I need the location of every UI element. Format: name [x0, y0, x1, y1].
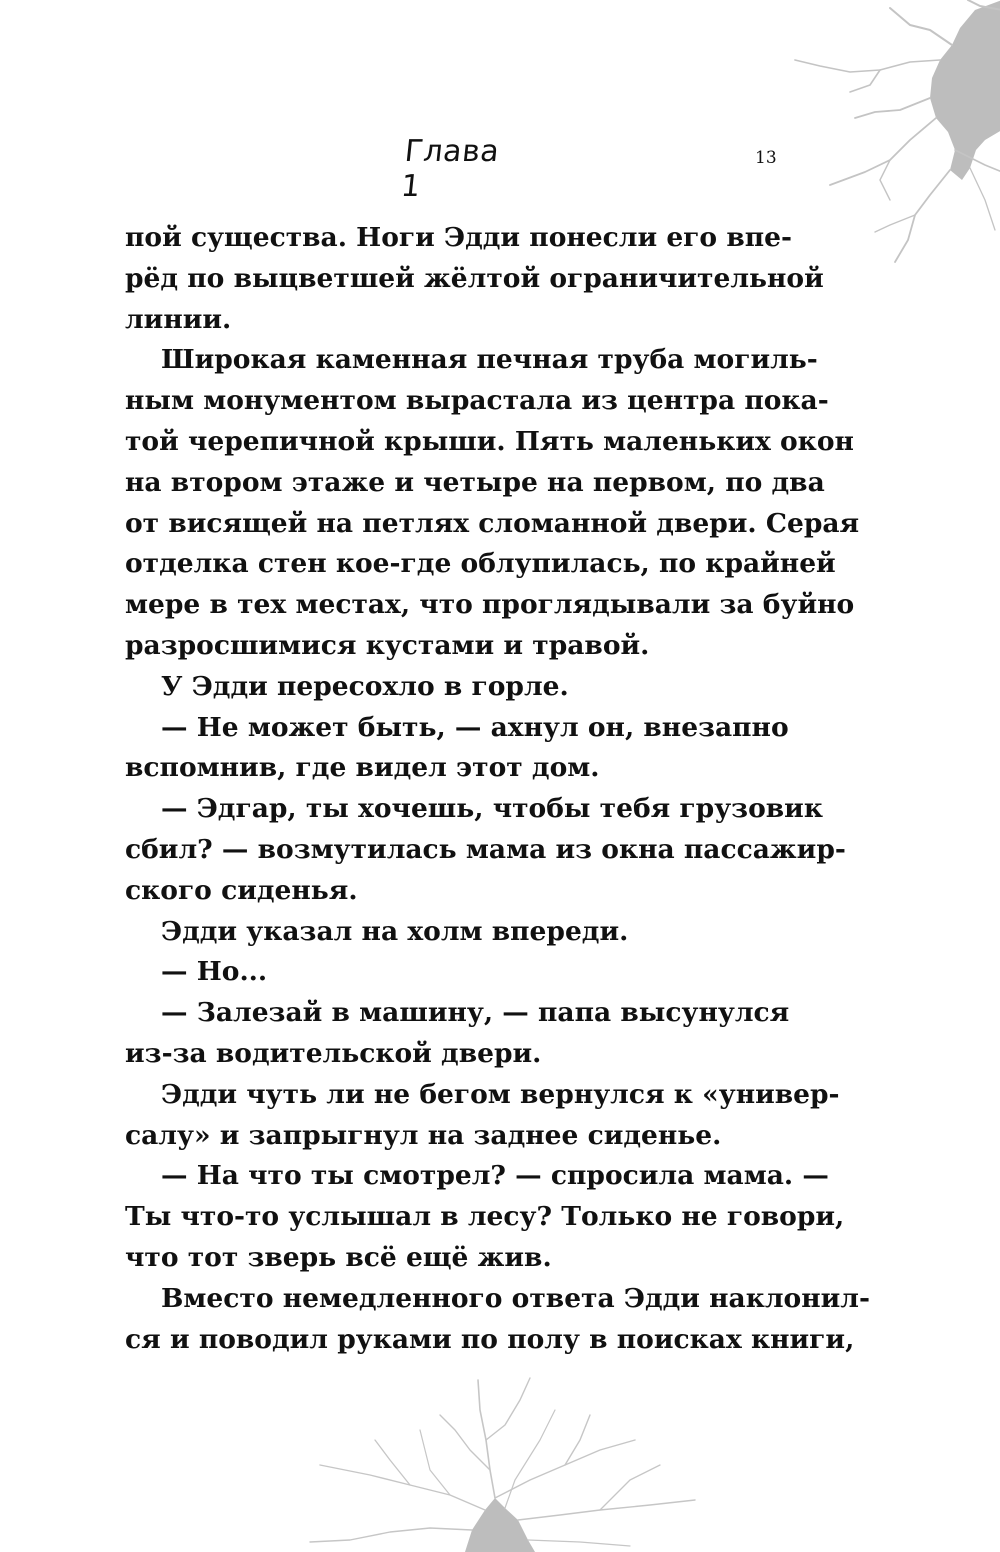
text-line: разросшимися кустами и травой.: [125, 629, 650, 661]
text-line: той черепичной крыши. Пять маленьких окон: [125, 425, 854, 457]
text-line: — Но...: [161, 956, 268, 988]
text-line: Эдди указал на холм впереди.: [161, 915, 629, 947]
text-line: — Залезай в машину, — папа высунулся: [161, 997, 790, 1029]
text-line: Эдди чуть ли не бегом вернулся к «универ-: [161, 1078, 840, 1110]
text-line: мере в тех местах, что проглядывали за буйно: [125, 589, 855, 621]
text-line: от висящей на петлях сломанной двери. Серая: [125, 507, 860, 539]
text-line: вспомнив, где видел этот дом.: [125, 752, 600, 784]
text-line: — Эдгар, ты хочешь, чтобы тебя грузовик: [161, 793, 823, 825]
text-line: на втором этаже и четыре на первом, по два: [125, 466, 825, 498]
text-line: салу» и запрыгнул на заднее сиденье.: [125, 1119, 722, 1151]
body-text: [125, 218, 870, 1360]
text-line: линии.: [125, 303, 232, 335]
text-line: из-за водительской двери.: [125, 1037, 542, 1069]
chapter-title: Глава 1: [399, 134, 502, 204]
text-line: — На что ты смотрел? — спросила мама. —: [161, 1160, 829, 1192]
text-line: что тот зверь всё ещё жив.: [125, 1241, 552, 1273]
text-line: Широкая каменная печная труба могиль-: [161, 344, 818, 376]
text-line: ным монументом вырастала из центра пока-: [125, 385, 829, 417]
text-line: Ты что-то услышал в лесу? Только не говори,: [125, 1201, 845, 1233]
text-line: У Эдди пересохло в горле.: [161, 670, 569, 702]
text-line: отделка стен кое-где облупилась, по крайней: [125, 548, 836, 580]
page-number: 13: [755, 148, 777, 168]
text-line: сбил? — возмутилась мама из окна пассажир-: [125, 833, 846, 865]
text-line: пой существа. Ноги Эдди понесли его впе-: [125, 222, 792, 253]
text-line: ся и поводил руками по полу в поисках книги,: [125, 1323, 855, 1355]
text-line: — Не может быть, — ахнул он, внезапно: [161, 711, 789, 743]
text-line: Вместо немедленного ответа Эдди наклонил-: [161, 1282, 870, 1314]
running-head: [125, 128, 777, 204]
crack-decoration-bottom: [290, 1370, 710, 1552]
crack-decoration-top: [780, 0, 1000, 270]
text-line: рёд по выцветшей жёлтой ограничительной: [125, 262, 824, 294]
text-line: ского сиденья.: [125, 874, 358, 906]
